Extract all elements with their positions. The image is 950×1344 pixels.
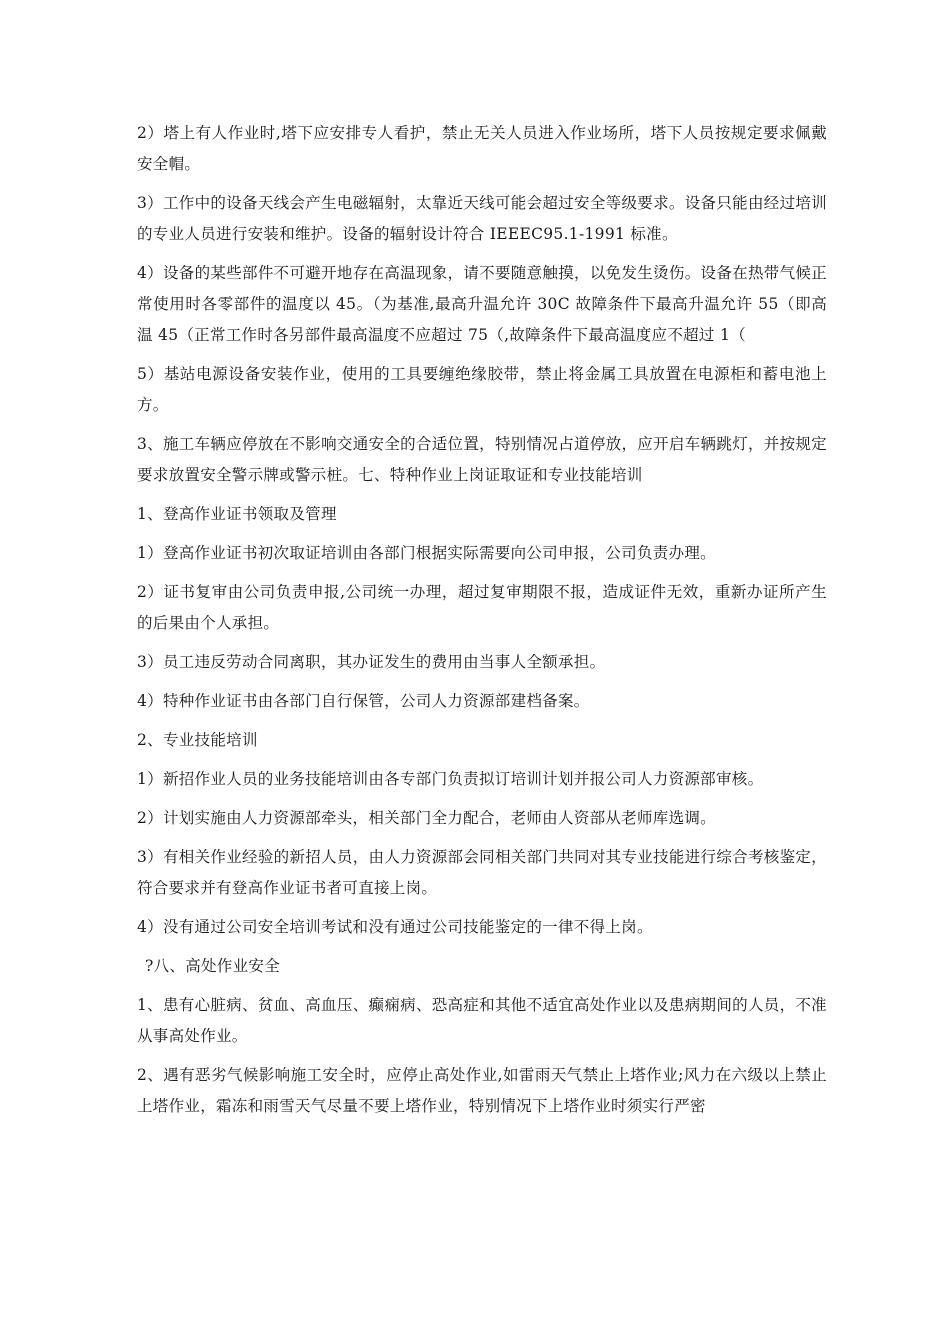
paragraph-no-certification: 4）没有通过公司安全培训考试和没有通过公司技能鉴定的一律不得上岗。 bbox=[137, 918, 653, 936]
paragraph-certificate-review: 2）证书复审由公司负责申报,公司统一办理，超过复审期限不报，造成证件无效，重新办证所产生的后果由个人承担。 bbox=[137, 583, 827, 632]
paragraph-health-conditions: 1、患有心脏病、贫血、高血压、癫痫病、恐高症和其他不适宜高处作业以及患病期间的人员，不准从事高处作业。 bbox=[137, 996, 827, 1045]
paragraph-power-equipment: 5）基站电源设备安装作业，使用的工具要缠绝缘胶带，禁止将金属工具放置在电源柜和蓄电池上方。 bbox=[137, 365, 827, 414]
paragraph-weather-conditions: 2、遇有恶劣气候影响施工安全时，应停止高处作业,如雷雨天气禁止上塔作业;风力在六级以上禁止上塔作业，霜冻和雨雪天气尽量不要上塔作业，特别情况下上塔作业时须实行严密 bbox=[137, 1066, 827, 1115]
section-heading-high-altitude: ?八、高处作业安全 bbox=[145, 957, 281, 975]
paragraph-certificate-storage: 4）特种作业证书由各部门自行保管，公司人力资源部建档备案。 bbox=[137, 692, 590, 710]
paragraph-tower-supervision: 2）塔上有人作业时,塔下应安排专人看护，禁止无关人员进入作业场所，塔下人员按规定要求佩戴安全帽。 bbox=[137, 124, 827, 173]
paragraph-new-staff-training: 1）新招作业人员的业务技能培训由各专部门负责拟订培训计划并报公司人力资源部审核。 bbox=[137, 770, 764, 788]
paragraph-experienced-staff: 3）有相关作业经验的新招人员，由人力资源部会同相关部门共同对其专业技能进行综合考核鉴定，符合要求并有登高作业证书者可直接上岗。 bbox=[137, 848, 827, 897]
document-body bbox=[137, 118, 827, 1130]
paragraph-initial-certification: 1）登高作业证书初次取证培训由各部门根据实际需要向公司申报，公司负责办理。 bbox=[137, 544, 716, 562]
paragraph-antenna-radiation: 3）工作中的设备天线会产生电磁辐射，太靠近天线可能会超过安全等级要求。设备只能由经过培训的专业人员进行安装和维护。设备的辐射设计符合 IEEEC95.1-1991 标准。 bbox=[137, 194, 827, 243]
section-heading-certificate: 1、登高作业证书领取及管理 bbox=[137, 505, 337, 523]
paragraph-contract-violation: 3）员工违反劳动合同离职，其办证发生的费用由当事人全额承担。 bbox=[137, 653, 606, 671]
section-heading-skill-training: 2、专业技能培训 bbox=[137, 731, 258, 749]
paragraph-plan-implementation: 2）计划实施由人力资源部牵头，相关部门全力配合，老师由人资部从老师库选调。 bbox=[137, 809, 716, 827]
paragraph-high-temperature: 4）设备的某些部件不可避开地存在高温现象，请不要随意触摸，以免发生烫伤。设备在热带气候正常使用时各零部件的温度以 45。（为基准,最高升温允许 30C 故障条件下最高升温允许 55（即高温 45（正常工作时各另部件最高温度不应超过 75（,故障条件下最高温度应不超过 1（ bbox=[137, 264, 827, 344]
paragraph-vehicle-parking: 3、施工车辆应停放在不影响交通安全的合适位置，特别情况占道停放，应开启车辆跳灯，并按规定要求放置安全警示牌或警示桩。七、特种作业上岗证取证和专业技能培训 bbox=[137, 435, 827, 484]
